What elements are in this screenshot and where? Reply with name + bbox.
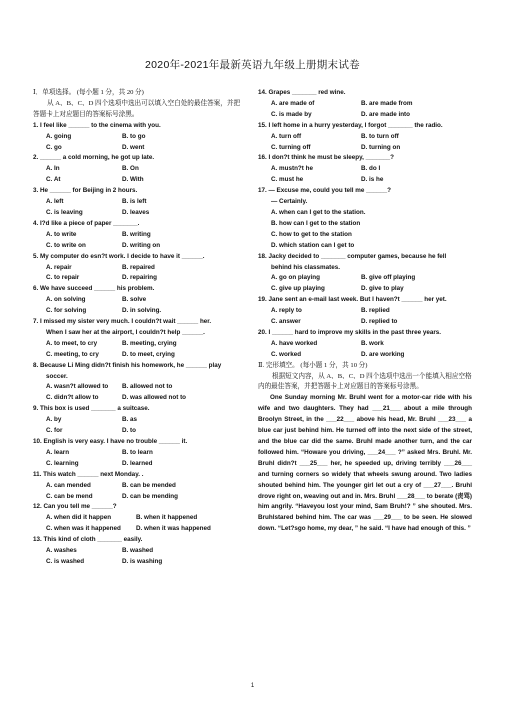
option-a: A. are made of <box>271 99 315 107</box>
question-stem: 5. My computer do esn?t work. I decide to have it ______. <box>33 252 205 260</box>
option-b: B. washed <box>122 547 154 555</box>
option-a: C. to write on <box>46 241 86 249</box>
option-row <box>258 339 472 350</box>
option-a: A. to write <box>46 230 77 238</box>
question-stem: 7. I missed my sister very much. I couldn?t wait ______ her. <box>33 318 212 326</box>
question-stem: 13. This kind of cloth _______ easily. <box>33 536 143 544</box>
option-row <box>258 284 472 295</box>
option-b: B. do I <box>361 165 381 173</box>
option-row <box>33 448 245 459</box>
option-b: B. can be mended <box>122 481 176 489</box>
option-a: A. learn <box>46 448 70 456</box>
question-stem: 15. I left home in a hurry yesterday, I forgot _______ the radio. <box>258 121 443 129</box>
option-row <box>33 197 245 208</box>
option-b: D. replied to <box>361 318 398 326</box>
option-row <box>33 175 245 186</box>
option-row <box>258 175 472 186</box>
option-b: B. repaired <box>122 263 155 271</box>
option-b: D. is he <box>361 176 384 184</box>
option-a: A. wasn?t allowed to <box>46 383 109 391</box>
right-column <box>258 88 472 535</box>
option-a: A. on solving <box>46 296 86 304</box>
option-b: B. solve <box>122 296 147 304</box>
section-heading: Ⅰ．单项选择。 (每小题 1 分，共 20 分) <box>33 89 144 96</box>
option-a: A. can mended <box>46 481 91 489</box>
option-row <box>33 382 245 393</box>
question-stem: 14. Grapes _______ red wine. <box>258 89 346 96</box>
question-stem: 20. I ______ hard to improve my skills in the past three years. <box>258 328 442 336</box>
question-stem: 18. Jacky decided to _______ computer games, because he fell <box>258 252 447 260</box>
option-row <box>33 164 245 175</box>
option-row <box>258 273 472 284</box>
exam-title: 2020年-2021年最新英语九年级上册期末试卷 <box>145 59 360 71</box>
option-b: D. leaves <box>122 208 150 216</box>
option-row <box>33 230 245 241</box>
option-b: D. can be mending <box>122 492 178 500</box>
option-b: B. is left <box>122 198 147 206</box>
option-b: B. to go <box>122 132 146 140</box>
question-stem: 3. He ______ for Beijing in 2 hours. <box>33 187 138 195</box>
option-line <box>258 230 472 241</box>
option-a: C. meeting, to cry <box>46 350 99 358</box>
question-stem: 9. This box is used _______ a suitcase. <box>33 405 150 413</box>
option-a: C. answer <box>271 318 301 326</box>
option-a: C. go <box>46 143 62 151</box>
option-line <box>258 219 472 230</box>
option-b: D. give to play <box>361 285 404 293</box>
cloze-passage-text: One Sunday morning Mr. Bruhl went for a motor-car ride with his wife and two daughters. They had ___21___ about a mile through Broolyn Street, in the ___22___ above his head, Mr. Bruhl ___23___ a blue car just behind him. He turned off into the next side of the street, and the blue car did the same. Bruhl made another turn, and the car followed him. “Howare you driving, ___24___ ?” asked Mrs. Bruhl. Mr. Bruhl didn?t ___25___ her, he speeded up, driving terribly ___26___ and turning corners so widely that wheels swung around. Two ladies shouted behind him. The younger girl let out a cry of ___27___. Bruhl drove right on, weaving out and in. Mrs. Bruhl ___28___ to berate (责骂) him angrily. “Haveyou lost your mind, Sam Bruh!? ” she shouted. Mrs. Bruhlstared behind him. The car was ___29___ to be seen. He slowed down. “Let?sgo home, my dear, ” he said. “I have had enough of this. ” <box>258 394 472 533</box>
option-row <box>258 350 472 361</box>
cloze-passage <box>258 393 472 535</box>
option-a: A. In <box>46 165 60 173</box>
option-row <box>258 306 472 317</box>
question-stem: 17. — Excuse me, could you tell me ______? <box>258 187 391 195</box>
question-stem: 12. Can you tell me ______? <box>33 503 117 511</box>
option-a: C. can be mend <box>46 492 93 500</box>
option-b: D. was allowed not to <box>122 394 187 402</box>
option-a: C. turning off <box>271 143 311 151</box>
option-b: D. to meet, crying <box>122 350 175 358</box>
option-b: D. repairing <box>122 274 157 282</box>
option-text: A. when can I get to the station. <box>271 208 366 216</box>
option-b: D. when it was happened <box>136 525 211 533</box>
option-row <box>33 513 245 524</box>
option-a: C. when was it happened <box>46 525 121 533</box>
question-stem: 2. ______ a cold morning, he got up late. <box>33 154 155 162</box>
question-stem: 19. Jane sent an e-mail last week. But I haven?t ______ her yet. <box>258 296 447 304</box>
option-row <box>33 295 245 306</box>
option-a: A. by <box>46 416 62 424</box>
option-b: D. in solving. <box>122 307 162 315</box>
option-a: C. At <box>46 176 61 184</box>
option-row <box>33 263 245 274</box>
section-instructions: 从 A、B、C、D 四个选项中选出可以填入空白处的最佳答案，并把答题卡上对应题目的答案标号涂黑。 <box>33 99 241 118</box>
section-heading: Ⅱ. 完形填空。 (每小题 1 分，共 10 分) <box>258 361 368 369</box>
option-b: D. went <box>122 143 145 151</box>
question-stem: 16. I don?t think he must be sleepy, _______? <box>258 154 395 162</box>
option-b: B. are made from <box>361 99 413 107</box>
option-b: D. With <box>122 176 144 184</box>
option-row <box>33 393 245 404</box>
option-row <box>258 317 472 328</box>
option-b: B. to turn off <box>361 132 399 140</box>
option-text: D. which station can I get to <box>271 241 355 249</box>
option-a: C. for solving <box>46 307 87 315</box>
question-stem: 11. This watch ______ next Monday. . <box>33 470 144 478</box>
option-row <box>33 492 245 503</box>
option-row <box>33 208 245 219</box>
option-text: C. how to get to the station <box>271 230 352 238</box>
option-row <box>33 426 245 437</box>
question-stem: 6. We have succeed ______ his problem. <box>33 285 155 293</box>
option-b: B. allowed not to <box>122 383 173 391</box>
question-stem: 8. Because Li Ming didn?t finish his homework, he ______ play <box>33 361 222 369</box>
option-line <box>258 208 472 219</box>
option-a: C. for <box>46 427 63 435</box>
option-a: C. is made by <box>271 110 312 118</box>
option-a: A. have worked <box>271 339 318 347</box>
option-text: B. how can I get to the station <box>271 219 361 227</box>
section-instructions: 根据短文内容，从 A、B、C、D 四个选项中选出一个能填入相应空格内的最佳答案，并把答题卡上对应题目的答案标号涂黑。 <box>258 372 472 391</box>
option-row <box>258 143 472 154</box>
option-row <box>258 110 472 121</box>
option-row <box>33 339 245 350</box>
option-a: C. must he <box>271 176 304 184</box>
option-b: B. as <box>122 416 138 424</box>
option-a: A. reply to <box>271 307 302 315</box>
option-row <box>258 164 472 175</box>
option-b: D. turning on <box>361 143 401 151</box>
option-row <box>33 132 245 143</box>
option-b: B. when it happened <box>136 514 198 522</box>
option-line <box>258 241 472 252</box>
option-b: D. learned <box>122 459 153 467</box>
option-b: D. are working <box>361 350 405 358</box>
option-a: A. mustn?t he <box>271 165 313 173</box>
option-row <box>33 350 245 361</box>
option-a: A. left <box>46 198 64 206</box>
question-stem-continued: When I saw her at the airport, I couldn?t help ______. <box>46 328 205 336</box>
question-stem-continued: behind his classmates. <box>271 263 340 271</box>
option-a: A. to meet, to cry <box>46 339 98 347</box>
option-a: A. when did it happen <box>46 514 112 522</box>
option-b: B. replied <box>361 307 390 315</box>
option-a: A. turn off <box>271 132 302 140</box>
option-a: C. learning <box>46 459 79 467</box>
option-row <box>33 241 245 252</box>
right-items <box>258 88 472 393</box>
option-a: C. didn?t allow to <box>46 394 99 402</box>
option-a: C. is washed <box>46 557 85 565</box>
option-row <box>33 557 245 568</box>
option-row <box>33 415 245 426</box>
option-a: A. washes <box>46 547 77 555</box>
option-b: D. writing on <box>122 241 161 249</box>
option-row <box>33 273 245 284</box>
option-b: B. give off playing <box>361 274 416 282</box>
option-b: B. writing <box>122 230 151 238</box>
option-b: D. to <box>122 427 136 435</box>
option-row <box>258 99 472 110</box>
option-a: A. repair <box>46 263 72 271</box>
question-stem: 1. I feel like ______ to the cinema with you. <box>33 121 161 129</box>
option-b: B. to learn <box>122 448 153 456</box>
question-stem: 4. I?d like a piece of paper _______. <box>33 219 140 227</box>
option-row <box>258 132 472 143</box>
page-number: 1 <box>250 683 255 689</box>
option-b: B. meeting, crying <box>122 339 177 347</box>
option-row <box>33 143 245 154</box>
option-row <box>33 546 245 557</box>
option-a: A. going <box>46 132 72 140</box>
question-stem-continued: — Certainly. <box>271 198 308 206</box>
question-stem: 10. English is very easy. I have no trouble ______ it. <box>33 438 188 445</box>
left-column <box>33 88 245 568</box>
option-a: C. is leaving <box>46 208 83 216</box>
option-a: C. to repair <box>46 274 80 282</box>
option-row <box>33 481 245 492</box>
option-a: C. give up playing <box>271 285 325 293</box>
option-b: D. are made into <box>361 110 410 118</box>
option-a: A. go on playing <box>271 274 320 282</box>
question-stem-continued: soccer. <box>46 372 68 380</box>
option-b: B. work <box>361 339 384 347</box>
option-a: C. worked <box>271 350 302 358</box>
option-b: D. is washing <box>122 557 163 565</box>
option-row <box>33 459 245 470</box>
option-row <box>33 524 245 535</box>
option-b: B. On <box>122 165 139 173</box>
option-row <box>33 306 245 317</box>
